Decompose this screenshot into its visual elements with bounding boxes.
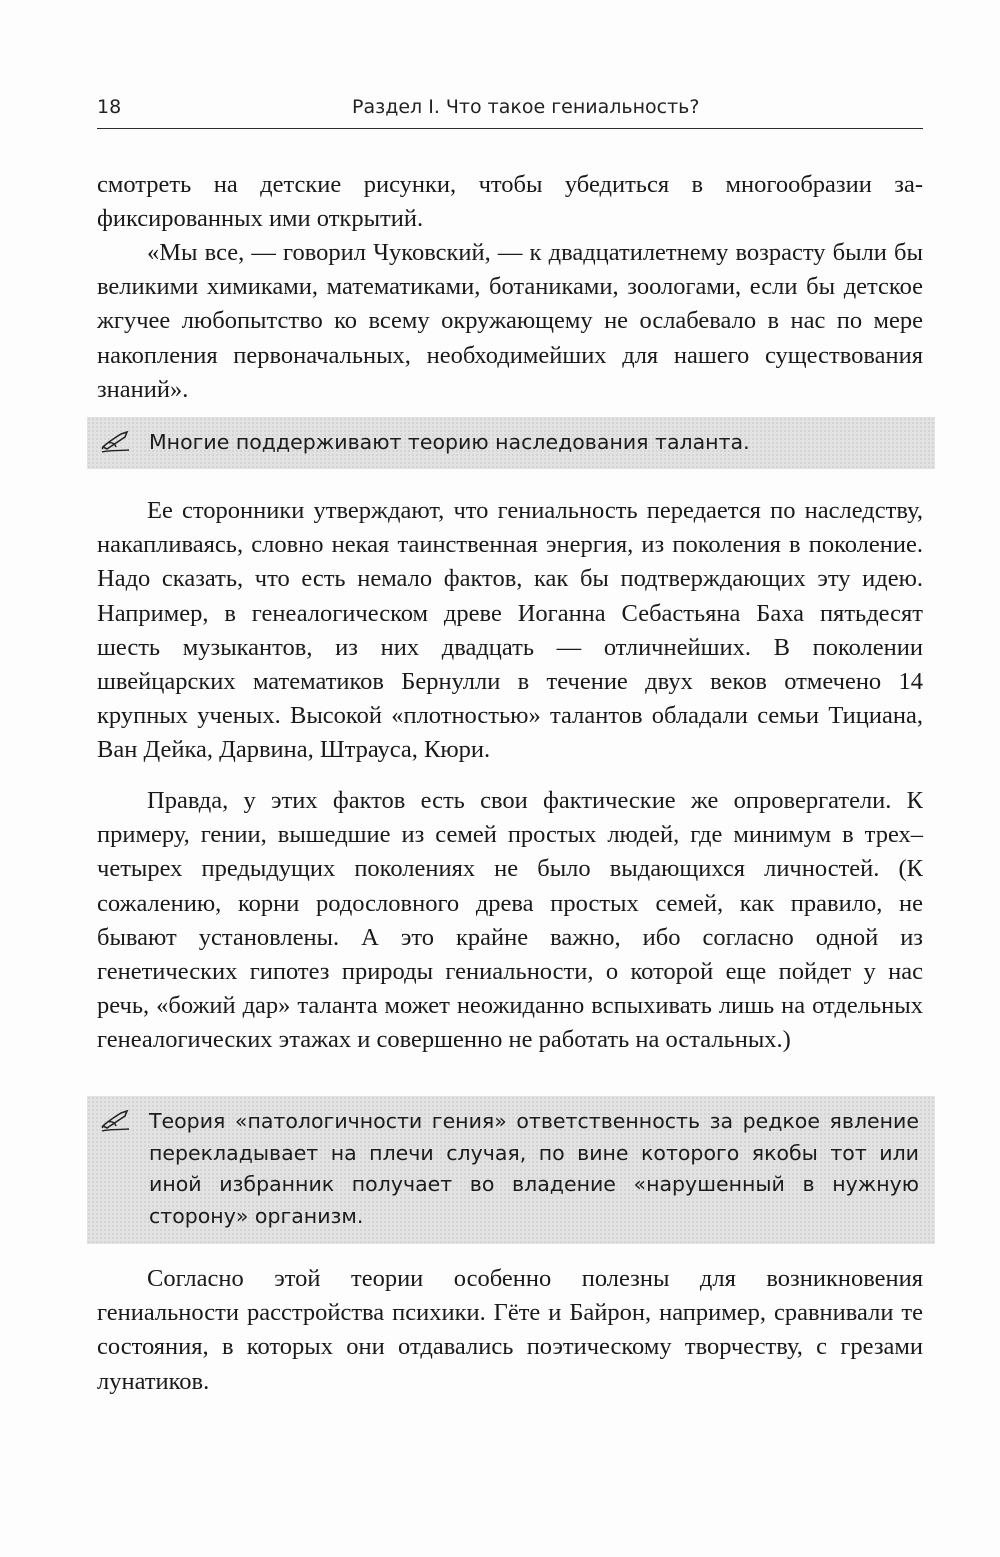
paragraph-text: смотреть на детские рисунки, чтобы убедиться в многообразии зафиксированных ими открытий. bbox=[97, 171, 923, 233]
page-number: 18 bbox=[97, 96, 122, 118]
writing-hand-icon bbox=[99, 1108, 133, 1134]
paragraph-text: Правда, у этих фактов есть свои фактические же опровергатели. К примеру, гении, вышедшие из семей простых людей, где минимум в трех–четырех предыдущих поколениях не было выдающихся личностей. (К сожалению, корни родословного древа простых семей, как правило, не бывают установлены. А это крайне важно, ибо согласно одной из генетических гипотез природы гениальности, о которой еще пойдет у нас речь, «божий дар» таланта может неожиданно вспыхивать лишь на отдельных генеалогических этажах и совершенно не работать на остальных.) bbox=[97, 787, 923, 1054]
callout-heredity bbox=[87, 417, 935, 469]
running-head: Раздел I. Что такое гениальность? bbox=[352, 96, 700, 118]
paragraph-text: Ее сторонники утверждают, что гениальность передается по наследству, накапливаясь, словно некая таинственная энергия, из поколения в поколение. Надо сказать, что есть немало фактов, как бы подтверждающих эту идею. Например, в генеалогическом древе Иоганна Себастьяна Баха пятьдесят шесть музыкантов, из них двадцать — отличнейших. В поколении швейцарских математиков Бернулли в течение двух веков отмечено 14 крупных ученых. Высокой «плотностью» талантов обладали семьи Тициана, Ван Дейка, Дарвина, Штрауса, Кюри. bbox=[97, 497, 923, 764]
paragraph-pathology-theory bbox=[97, 1262, 923, 1399]
paragraph-counterfacts bbox=[97, 784, 923, 1058]
paragraph-text: Согласно этой теории особенно полезны для возникновения гениальности расстройства психики. Гёте и Байрон, например, сравнивали те состояния, в которых они отдавались поэтическому творчеству, с грезами лунатиков. bbox=[97, 1265, 923, 1395]
callout-text: Многие поддерживают теорию наследования таланта. bbox=[149, 430, 750, 454]
paragraph-chukovsky-quote bbox=[97, 236, 923, 407]
callout-pathology bbox=[87, 1096, 935, 1244]
page-header bbox=[97, 92, 923, 129]
paragraph-text: «Мы все, — говорил Чуковский, — к двадцатилетнему возрасту были бы великими химиками, математиками, ботаниками, зоологами, если бы детское жгучее любопытство ко всему окружающему не ослабевало в нас по мере накопления первоначальных, необходимейших для нашего существования знаний». bbox=[97, 239, 923, 403]
callout-text: Теория «патологичности гения» ответственность за редкое явление перекладывает на плечи случая, по вине которого якобы тот или иной избранник получает во владение «нарушенный в нужную сторону» организм. bbox=[149, 1109, 919, 1228]
paragraph-supporters bbox=[97, 494, 923, 768]
writing-hand-icon bbox=[99, 429, 133, 455]
paragraph-continuation bbox=[97, 168, 923, 236]
